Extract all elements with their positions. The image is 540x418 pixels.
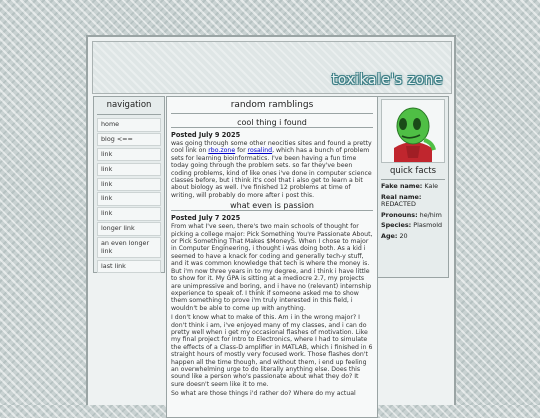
- post-paragraph: [171, 140, 373, 199]
- fact-label: Fake name:: [381, 182, 423, 190]
- fact-value: he/him: [419, 210, 442, 219]
- post-paragraph: From what I've seen, there's two main schools of thought for picking a college major: Pick Something You're Passionate About, or Pick Something That Makes $MoneyS. When I chose to major in Computer Engineering, i thought i was doing both. As a kid i seemed to have a knack for coding and generally tech-y stuff, and it was common knowledge that tech is where the money is. But i'm now three years in to my degree, and i think i have little to show for it. My GPA is sitting at a mediocre 2.7, my projects are unimpressive and boring, and i have no (relevant) internship experience to speak of. I think if someone asked me to show them something to prove i'm truly interested in this field, i wouldn't be able to come up with anything.: [171, 223, 373, 312]
- quick-facts-panel: [377, 96, 449, 278]
- rbo-zone-link[interactable]: rbo.zone: [208, 147, 236, 155]
- navigation-panel: [93, 96, 165, 273]
- post-paragraph: I don't know what to make of this. Am i in the wrong major? I don't think i am, i've enjoyed many of my classes, and i can do pretty well when i get my occasional flashes of motivation. Like my final project for Intro to Electronics, where I had to simulate the effects of a Class-D amplifier in MATLAB, which i finished in 6 straight hours of mostly very focused work. Those flashes don't happen all the time though, and without them, i end up feeling an overwhelming urge to do literally anything else. Does this sound like a person who's passionate about what they do? It sure doesn't seem like it to me.: [171, 314, 373, 388]
- post-text: , which has a bunch of problem sets for learning bioinformatics. I've been having a fun time today going through the problem sets. so far they've been coding problems, kind of like ones i've done in computer science classes before, but i think it's cool that i also get to learn a bit about biology as well. I've finished 12 problems at time of writing, will probably do more after i post this.: [171, 147, 372, 199]
- blog-content: [167, 114, 377, 402]
- fact-real-name: [381, 194, 445, 209]
- nav-item-home[interactable]: home: [97, 118, 161, 132]
- post-paragraph: So what are those things i'd rather do? Where do my actual: [171, 390, 356, 398]
- quick-facts-title: quick facts: [381, 163, 445, 180]
- fact-species: [381, 222, 445, 230]
- fact-age: [381, 233, 445, 241]
- page-frame: [86, 35, 456, 405]
- site-title[interactable]: toxikale's zone: [331, 72, 443, 88]
- navigation-title: navigation: [97, 97, 161, 115]
- fact-value: 20: [399, 231, 408, 240]
- nav-item-link[interactable]: link: [97, 163, 161, 177]
- fact-label: Real name:: [381, 192, 422, 201]
- fact-label: Species:: [381, 221, 412, 230]
- nav-item-link[interactable]: link: [97, 148, 161, 162]
- post-text: for: [235, 147, 248, 155]
- nav-item-last-link[interactable]: last link: [97, 260, 161, 274]
- blog-title: random ramblings: [171, 97, 373, 114]
- blog-panel[interactable]: [166, 96, 378, 418]
- post-title: cool thing i found: [171, 118, 373, 128]
- fact-value: Plasmold: [413, 221, 443, 230]
- post-text: was going through some other neocities sites and found a pretty cool link on: [171, 140, 372, 155]
- site-header: [92, 41, 452, 94]
- nav-item-longer-link[interactable]: longer link: [97, 222, 161, 236]
- post-date: Posted July 9 2025: [171, 131, 241, 139]
- post-date: Posted July 7 2025: [171, 214, 241, 223]
- nav-item-link[interactable]: link: [97, 207, 161, 221]
- rosalind-link[interactable]: rosalind: [247, 147, 273, 155]
- fact-pronouns: [381, 212, 445, 220]
- fact-label: Pronouns:: [381, 210, 418, 219]
- nav-item-even-longer-link[interactable]: an even longer link: [97, 237, 161, 258]
- avatar: [381, 99, 445, 163]
- fact-value: Kale: [424, 182, 439, 190]
- fact-label: Age:: [381, 231, 398, 240]
- nav-item-link[interactable]: link: [97, 192, 161, 206]
- nav-item-link[interactable]: link: [97, 178, 161, 192]
- nav-item-blog[interactable]: blog <==: [97, 133, 161, 147]
- avatar-illustration: [382, 100, 444, 162]
- post-title: what even is passion: [171, 201, 373, 211]
- fact-value: REDACTED: [381, 200, 416, 209]
- navigation-list: [97, 118, 161, 273]
- fact-fake-name: [381, 183, 445, 191]
